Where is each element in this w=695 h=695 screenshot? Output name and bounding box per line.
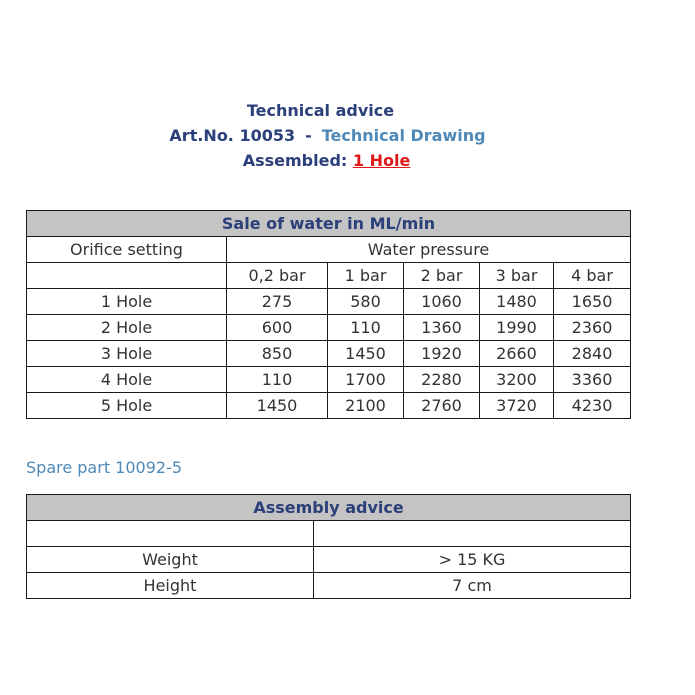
cell: 3200 xyxy=(480,367,554,393)
column-header: 2 bar xyxy=(404,263,480,289)
cell: 1360 xyxy=(404,315,480,341)
cell: 1650 xyxy=(554,289,631,315)
cell: 600 xyxy=(227,315,328,341)
cell: 1990 xyxy=(480,315,554,341)
row-value xyxy=(314,521,631,547)
cell: 1700 xyxy=(328,367,404,393)
row-label: 5 Hole xyxy=(27,393,227,419)
column-header: 4 bar xyxy=(554,263,631,289)
cell: 2660 xyxy=(480,341,554,367)
table-row xyxy=(27,547,631,573)
table-row xyxy=(27,521,631,547)
cell: 4230 xyxy=(554,393,631,419)
table-title: Assembly advice xyxy=(27,495,631,521)
table-row xyxy=(27,573,631,599)
pressure-columns-row xyxy=(27,263,631,289)
table-header-row xyxy=(27,237,631,263)
cell: 110 xyxy=(328,315,404,341)
cell: 850 xyxy=(227,341,328,367)
water-pressure-header: Water pressure xyxy=(227,237,631,263)
table-title-row xyxy=(27,211,631,237)
table-row xyxy=(27,315,631,341)
column-header: 1 bar xyxy=(328,263,404,289)
cell: 580 xyxy=(328,289,404,315)
assembly-advice-table xyxy=(26,494,631,599)
row-label: 3 Hole xyxy=(27,341,227,367)
row-label: Height xyxy=(27,573,314,599)
cell: 2280 xyxy=(404,367,480,393)
cell: 2100 xyxy=(328,393,404,419)
row-value: 7 cm xyxy=(314,573,631,599)
water-flow-table xyxy=(26,210,631,419)
row-label: 1 Hole xyxy=(27,289,227,315)
table-title-row xyxy=(27,495,631,521)
technical-advice-title: Technical advice xyxy=(246,101,395,120)
cell: 1480 xyxy=(480,289,554,315)
orifice-setting-header: Orifice setting xyxy=(27,237,227,263)
cell: 2360 xyxy=(554,315,631,341)
page-title xyxy=(0,98,668,123)
cell: 110 xyxy=(227,367,328,393)
empty-cell xyxy=(27,263,227,289)
column-header: 0,2 bar xyxy=(227,263,328,289)
row-label: Weight xyxy=(27,547,314,573)
article-number: Art.No. 10053 xyxy=(169,126,296,145)
cell: 3720 xyxy=(480,393,554,419)
cell: 1060 xyxy=(404,289,480,315)
table-row xyxy=(27,289,631,315)
cell: 2840 xyxy=(554,341,631,367)
cell: 1450 xyxy=(227,393,328,419)
table-title: Sale of water in ML/min xyxy=(27,211,631,237)
cell: 2760 xyxy=(404,393,480,419)
cell: 1450 xyxy=(328,341,404,367)
table-row xyxy=(27,341,631,367)
assembled-label: Assembled: xyxy=(242,151,348,170)
assembled-line xyxy=(0,148,674,173)
cell: 1920 xyxy=(404,341,480,367)
separator: - xyxy=(305,126,312,145)
table-row xyxy=(27,367,631,393)
row-value: > 15 KG xyxy=(314,547,631,573)
spare-part-link[interactable]: Spare part 10092-5 xyxy=(26,458,183,477)
column-header: 3 bar xyxy=(480,263,554,289)
assembled-value-link[interactable]: 1 Hole xyxy=(352,151,411,170)
row-label: 4 Hole xyxy=(27,367,227,393)
row-label xyxy=(27,521,314,547)
row-label: 2 Hole xyxy=(27,315,227,341)
cell: 3360 xyxy=(554,367,631,393)
table-row xyxy=(27,393,631,419)
technical-drawing-link[interactable]: Technical Drawing xyxy=(321,126,486,145)
cell: 275 xyxy=(227,289,328,315)
article-line xyxy=(0,123,675,148)
